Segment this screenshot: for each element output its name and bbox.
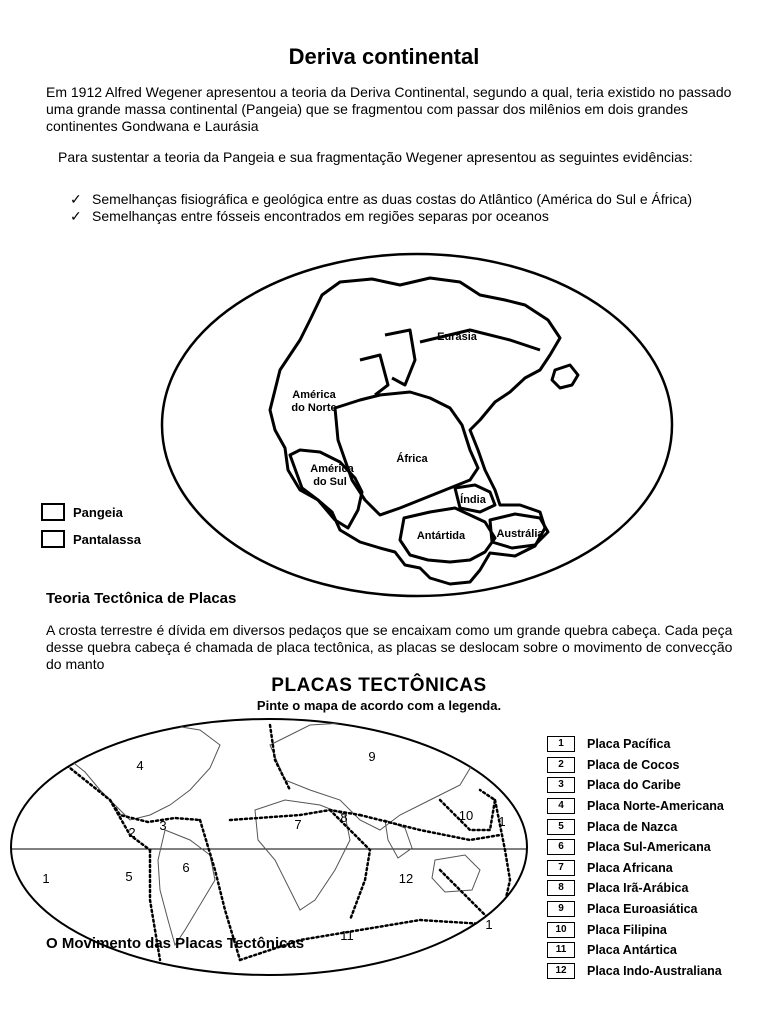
- plates-legend-row: [547, 858, 757, 879]
- legend-plate-name: Placa Irã-Arábica: [587, 881, 689, 896]
- section-heading-plate-movement: O Movimento das Placas Tectônicas: [46, 935, 305, 952]
- label-south-america-2: do Sul: [313, 476, 347, 488]
- legend-plate-name: Placa Euroasiática: [587, 902, 698, 917]
- legend-number-box: 6: [547, 839, 575, 855]
- plate-boundaries: [20, 725, 510, 960]
- map-number: 3: [159, 818, 167, 833]
- legend-plate-name: Placa de Cocos: [587, 757, 680, 772]
- legend-number-box: 12: [547, 963, 575, 979]
- legend-number-box: 8: [547, 880, 575, 896]
- intro-paragraph: Em 1912 Alfred Wegener apresentou a teoria da Deriva Continental, segundo a qual, teria existido no passado uma grande massa continental (Pangeia) que se fragmentou com passar dos milênios em dois grandes continentes Gondwana e Laurásia: [46, 84, 732, 134]
- legend-number-box: 5: [547, 819, 575, 835]
- legend-number-box: 10: [547, 922, 575, 938]
- continent-outlines: [60, 722, 480, 945]
- legend-plate-name: Placa Indo-Australiana: [587, 963, 722, 978]
- legend-plate-name: Placa de Nazca: [587, 819, 678, 834]
- plates-legend: [547, 734, 757, 981]
- label-north-america-2: do Norte: [291, 402, 337, 414]
- map-number: 1: [498, 814, 506, 829]
- legend-number-box: 1: [547, 736, 575, 752]
- plates-legend-row: [547, 837, 757, 858]
- page-title: Deriva continental: [288, 44, 480, 69]
- label-africa: África: [396, 453, 428, 465]
- label-eurasia: Eurásia: [437, 331, 477, 343]
- legend-number-box: 7: [547, 860, 575, 876]
- legend-plate-name: Placa Pacífica: [587, 737, 671, 752]
- label-north-america-1: América: [292, 389, 336, 401]
- plates-legend-row: [547, 734, 757, 755]
- map-number: 8: [340, 810, 348, 825]
- map-number: 4: [136, 758, 144, 773]
- map-number: 7: [294, 817, 302, 832]
- legend-plate-name: Placa Antártica: [587, 943, 677, 958]
- evidence-item-text: Semelhanças entre fósseis encontrados em regiões separas por oceanos: [92, 208, 549, 224]
- legend-plate-name: Placa do Caribe: [587, 778, 681, 793]
- plates-legend-row: [547, 899, 757, 920]
- plates-legend-row: [547, 816, 757, 837]
- map-number: 12: [398, 871, 414, 886]
- legend-plate-name: Placa Norte-Americana: [587, 799, 724, 814]
- legend-number-box: 2: [547, 757, 575, 773]
- plates-legend-row: [547, 940, 757, 961]
- plates-map-title: PLACAS TECTÔNICAS: [271, 675, 487, 696]
- plates-map-subtitle: Pinte o mapa de acordo com a legenda.: [256, 698, 502, 713]
- map-number: 1: [485, 917, 493, 932]
- plates-legend-row: [547, 961, 757, 982]
- map-number: 5: [125, 869, 133, 884]
- legend-number-box: 9: [547, 901, 575, 917]
- plates-legend-row: [547, 878, 757, 899]
- map-number: 11: [340, 928, 354, 943]
- map-number: 10: [458, 808, 474, 823]
- plates-legend-row: [547, 796, 757, 817]
- plate-numbers: [42, 749, 505, 943]
- legend-pantalassa-label: Pantalassa: [73, 531, 141, 547]
- plates-legend-row: [547, 919, 757, 940]
- plates-legend-row: [547, 755, 757, 776]
- legend-number-box: 3: [547, 777, 575, 793]
- world-map-content: [11, 722, 527, 960]
- label-south-america-1: América: [310, 463, 354, 475]
- map-number: 6: [182, 860, 190, 875]
- plates-legend-row: [547, 775, 757, 796]
- legend-plate-name: Placa Africana: [587, 860, 673, 875]
- legend-plate-name: Placa Filipina: [587, 922, 667, 937]
- evidence-item-text: Semelhanças fisiográfica e geológica entre as duas costas do Atlântico (América do Sul e África): [92, 191, 692, 207]
- section-heading-tectonics: Teoria Tectônica de Placas: [46, 590, 237, 607]
- map-number: 1: [42, 871, 50, 886]
- checkmark-icon: ✓: [70, 191, 82, 207]
- map-number: 2: [128, 825, 136, 840]
- legend-plate-name: Placa Sul-Americana: [587, 840, 711, 855]
- label-australia: Austrália: [496, 528, 544, 540]
- map-number: 9: [368, 749, 376, 764]
- legend-number-box: 11: [547, 942, 575, 958]
- label-antarctica: Antártida: [416, 530, 466, 542]
- checkmark-icon: ✓: [70, 208, 82, 224]
- legend-pangeia-label: Pangeia: [73, 504, 123, 520]
- label-india: Índia: [460, 494, 486, 506]
- legend-number-box: 4: [547, 798, 575, 814]
- tectonics-paragraph: A crosta terrestre é dívida em diversos pedaços que se encaixam como um grande quebra cabeça. Cada peça desse quebra cabeça é chamada de placa tectônica, as placas se deslocam sobre o movimento de convecção do manto: [46, 622, 733, 672]
- evidence-intro-paragraph: Para sustentar a teoria da Pangeia e sua fragmentação Wegener apresentou as seguintes evidências:: [58, 149, 693, 165]
